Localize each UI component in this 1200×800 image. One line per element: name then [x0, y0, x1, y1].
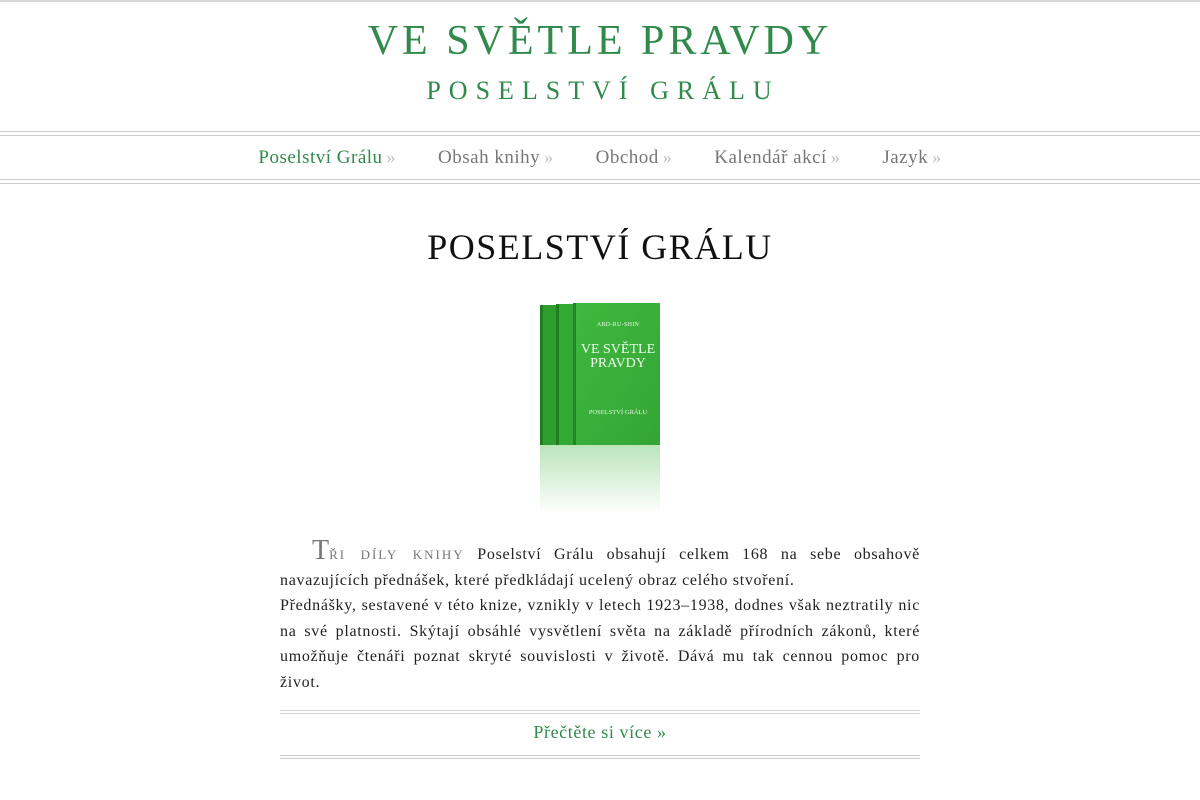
- nav-divider: [0, 135, 1200, 136]
- nav-menu: [0, 145, 1200, 170]
- divider: [280, 713, 920, 714]
- raquo-icon: »: [830, 147, 841, 167]
- svg-text:VE SVĚTLE: VE SVĚTLE: [580, 342, 656, 357]
- nav-item-poselstvi-gralu[interactable]: [258, 145, 396, 170]
- divider: [280, 758, 920, 759]
- nav-item-label: Obchod: [595, 147, 659, 168]
- page-title: POSELSTVÍ GRÁLU: [427, 227, 773, 267]
- intro-paragraph-2: Přednášky, sestavené v této knize, vznikly v letech 1923–1938, dodnes však neztratily nic na své platnosti. Skýtají obsáhlé vysvětlení světa na základě přírodních zákonů, které umožňuje čtenáři poznat skryté souvislosti v životě. Dává mu tak cennou pomoc pro život.: [280, 597, 920, 691]
- nav-item-jazyk[interactable]: [882, 145, 941, 170]
- intro-article: [280, 535, 920, 696]
- nav-divider: [0, 131, 1200, 132]
- raquo-icon: »: [932, 147, 942, 167]
- svg-text:ABD-RU-SHIN: ABD-RU-SHIN: [596, 322, 640, 328]
- divider: [280, 710, 920, 711]
- nav-item-kalendar-akci[interactable]: [714, 145, 840, 170]
- intro-paragraph-1: [280, 535, 920, 593]
- raquo-icon: »: [386, 147, 397, 167]
- nav-item-obsah-knihy[interactable]: [438, 145, 554, 170]
- raquo-icon: »: [662, 147, 673, 167]
- site-subtitle: POSELSTVÍ GRÁLU: [426, 76, 780, 105]
- svg-text:PRAVDY: PRAVDY: [590, 356, 646, 371]
- svg-text:POSELSTVÍ GRÁLU: POSELSTVÍ GRÁLU: [588, 409, 648, 416]
- nav-item-label: Obsah knihy: [438, 147, 541, 168]
- read-more-link[interactable]: Přečtěte si více »: [533, 722, 667, 742]
- nav-item-label: Jazyk: [882, 147, 929, 168]
- nav-divider: [0, 179, 1200, 180]
- lead-smallcaps: ři díly knihy: [329, 543, 465, 563]
- paragraph-text: Poselství Grálu obsahují celkem 168 na sebe obsahově navazujících přednášek, které předkládají ucelený obraz celého stvoření.: [280, 546, 920, 589]
- nav-item-label: Poselství Grálu: [258, 147, 383, 168]
- site-title-logo[interactable]: VE SVĚTLE PRAVDY: [367, 18, 833, 64]
- nav-item-obchod[interactable]: [596, 145, 673, 170]
- read-more-section: [280, 710, 920, 760]
- book-cover-image: [539, 303, 661, 515]
- raquo-icon: »: [544, 147, 554, 167]
- divider: [280, 755, 920, 756]
- drop-cap: T: [312, 535, 330, 566]
- nav-divider: [0, 183, 1200, 184]
- main-navigation: [0, 131, 1200, 185]
- site-header: [0, 2, 1200, 130]
- nav-item-label: Kalendář akcí: [714, 147, 827, 168]
